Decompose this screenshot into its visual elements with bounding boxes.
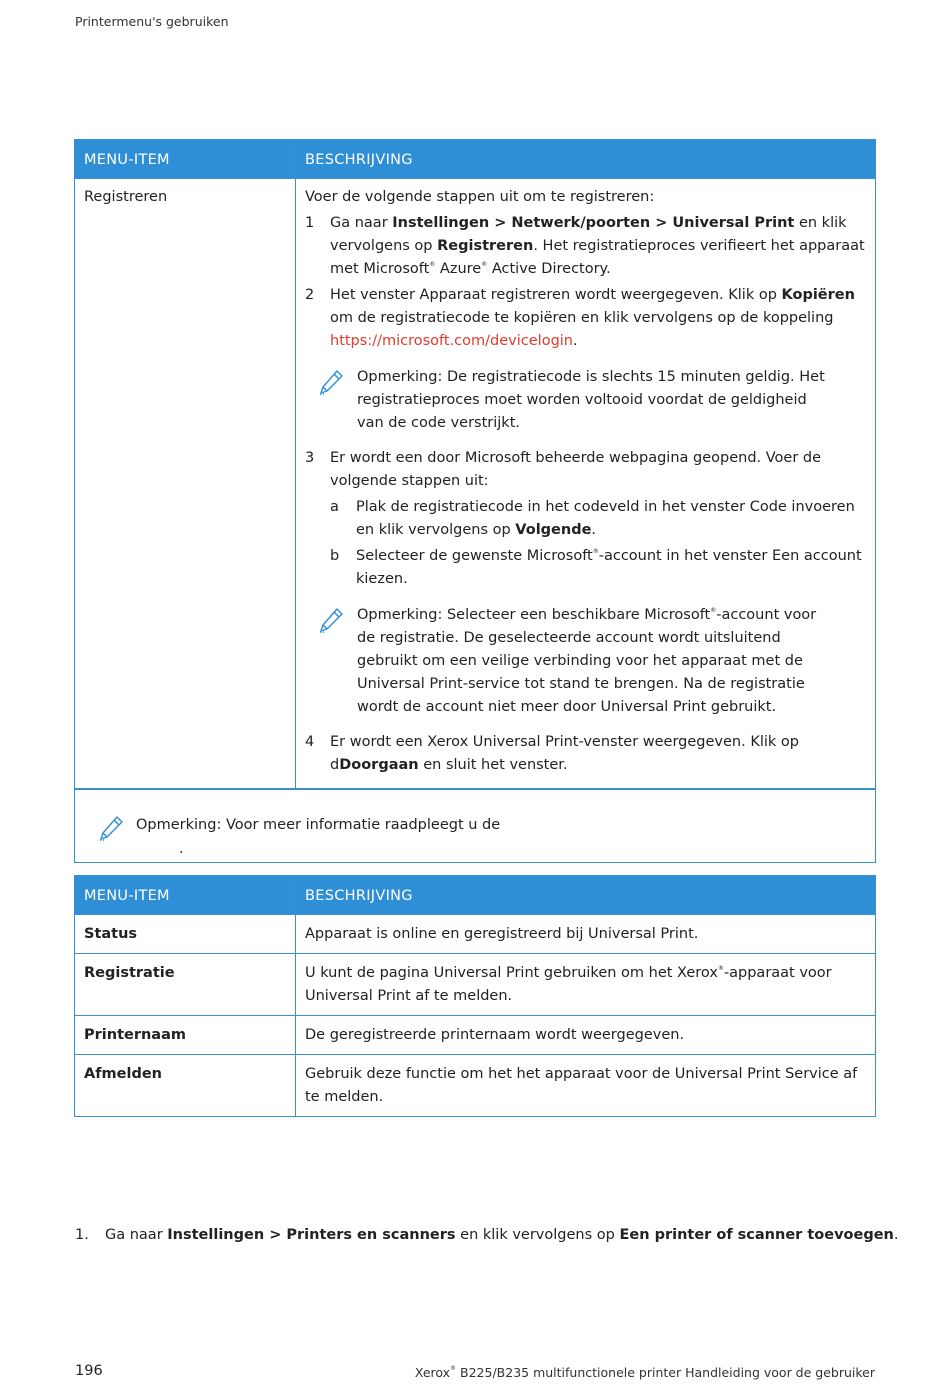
registered-mark: ®: [450, 1365, 457, 1372]
note-account-usage: [317, 604, 837, 719]
device-login-link[interactable]: https://​microsoft.com/devicelogin: [330, 333, 573, 349]
text: Selecteer de gewenste Microsoft: [356, 548, 593, 564]
step-number: 1.: [75, 1227, 89, 1243]
menu-item-name: Afmelden: [75, 1055, 296, 1117]
text: Er wordt een Xerox Universal Print-venster weergegeven. Klik op d: [330, 734, 799, 773]
step-text: [330, 731, 866, 777]
step-number: 3: [305, 450, 315, 466]
registered-mark: ®: [481, 261, 488, 268]
text: -account voor de registratie. De geselecteerde account wordt uitsluitend gebruikt om een veilige verbinding voor het apparaat met de Universal Print-service tot stand te brengen. Na de registratie wordt de account niet meer door Universal Print gebruikt.: [357, 607, 817, 715]
text: om de registratiecode te kopiëren en klik vervolgens op de koppeling: [330, 310, 834, 326]
substep-text: [356, 545, 866, 591]
table-row: [75, 179, 876, 789]
note-trailing-period: .: [179, 841, 184, 857]
step-text: [105, 1224, 898, 1247]
column-header-description: BESCHRIJVING: [296, 140, 876, 179]
note-text: Opmerking: Voor meer informatie raadpleegt u de: [136, 817, 501, 833]
step-2: [305, 284, 866, 353]
text: -account in het venster Een account kiezen.: [356, 548, 862, 587]
text: Het venster Apparaat registreren wordt weergegeven. Klik op: [330, 287, 782, 303]
steps-intro: Voer de volgende stappen uit om te registreren:: [305, 189, 655, 205]
text: en klik vervolgens op: [455, 1227, 620, 1243]
registered-mark: ®: [710, 607, 717, 614]
table-header-row: [75, 876, 876, 915]
substep-letter: b: [330, 548, 340, 564]
text: Ga naar: [105, 1227, 168, 1243]
running-header: Printermenu's gebruiken: [75, 14, 229, 29]
pencil-note-icon: [317, 366, 357, 435]
pencil-note-icon: [97, 814, 125, 850]
substep-b: [330, 545, 866, 591]
menu-item-description: [296, 954, 876, 1016]
menu-item-name: Status: [75, 915, 296, 954]
brand: Xerox: [414, 1365, 451, 1380]
registered-mark: ®: [592, 548, 599, 555]
text: Active Directory.: [487, 261, 611, 277]
note-text: [357, 604, 837, 719]
text: en klik vervolgens op: [330, 215, 847, 254]
menu-item-description: [296, 1055, 876, 1117]
column-header-menu-item: MENU-ITEM: [75, 140, 296, 179]
page-number: 196: [75, 1363, 103, 1379]
step-text: [330, 284, 866, 353]
text: Ga naar: [330, 215, 393, 231]
text: Gebruik deze functie om het het apparaat voor de Universal Print Service af te melden.: [305, 1066, 858, 1105]
text: B225/B235 multifunctionele printer Handleiding voor de gebruiker: [456, 1365, 875, 1380]
pencil-note-icon: [317, 604, 357, 719]
registered-mark: ®: [717, 965, 724, 972]
text: .: [893, 1227, 899, 1243]
menu-item-name: Printernaam: [75, 1016, 296, 1055]
text: Azure: [435, 261, 482, 277]
menu-path: Instellingen > Netwerk/poorten > Universal Print: [392, 215, 795, 231]
text: U kunt de pagina Universal Print gebruiken om het Xerox: [305, 965, 718, 981]
menu-item-description: [296, 915, 876, 954]
step-4: [305, 731, 866, 777]
text: en sluit het venster.: [418, 757, 568, 773]
step-number: 2: [305, 287, 315, 303]
column-header-description: BESCHRIJVING: [296, 876, 876, 915]
text: .: [591, 522, 597, 538]
text: De geregistreerde printernaam wordt weergegeven.: [305, 1027, 685, 1043]
substep-text: [356, 496, 866, 542]
note-code-validity: [317, 366, 837, 435]
note-text: Opmerking: De registratiecode is slechts 15 minuten geldig. Het registratieproces moet worden voltooid voordat de geldigheid van de code verstrijkt.: [357, 369, 825, 431]
text: Opmerking: Selecteer een beschikbare Microsoft: [357, 607, 711, 623]
text: .: [573, 333, 578, 349]
universal-print-menu-table: [74, 875, 876, 1117]
button-reference: Doorgaan: [339, 757, 419, 773]
step-text: [330, 212, 866, 281]
step-text: Er wordt een door Microsoft beheerde webpagina geopend. Voer de volgende stappen uit:: [330, 450, 822, 489]
table-header-row: [75, 140, 876, 179]
button-reference: Volgende: [515, 522, 592, 538]
table-row: [75, 954, 876, 1016]
registration-menu-table: [74, 139, 876, 789]
table-row: [75, 1016, 876, 1055]
menu-item-description: [296, 179, 876, 789]
registered-mark: ®: [429, 261, 436, 268]
substep-a: [330, 496, 866, 542]
step-number: 1: [305, 215, 315, 231]
menu-item-name: Registratie: [75, 954, 296, 1016]
table-row: [75, 1055, 876, 1117]
step-3: [305, 447, 866, 493]
menu-item-description: [296, 1016, 876, 1055]
column-header-menu-item: MENU-ITEM: [75, 876, 296, 915]
button-reference: Registreren: [437, 238, 534, 254]
text: Apparaat is online en geregistreerd bij Universal Print.: [305, 926, 699, 942]
text: . Het registratieproces verifieert het apparaat met Microsoft: [330, 238, 865, 277]
text: Plak de registratiecode in het codeveld in het venster Code invoeren en klik vervolgens op: [356, 499, 855, 538]
text: -apparaat voor Universal Print af te melden.: [305, 965, 832, 1004]
step-number: 4: [305, 734, 315, 750]
button-reference: Een printer of scanner toevoegen: [619, 1227, 894, 1243]
menu-path: Instellingen > Printers en scanners: [167, 1227, 456, 1243]
step-1: [305, 212, 866, 281]
table-row: [75, 915, 876, 954]
button-reference: Kopiëren: [781, 287, 855, 303]
install-step-1: [75, 1224, 898, 1247]
substep-letter: a: [330, 499, 339, 515]
more-info-note: [74, 789, 876, 863]
menu-item-name: Registreren: [75, 179, 296, 789]
document-title: [415, 1365, 875, 1380]
